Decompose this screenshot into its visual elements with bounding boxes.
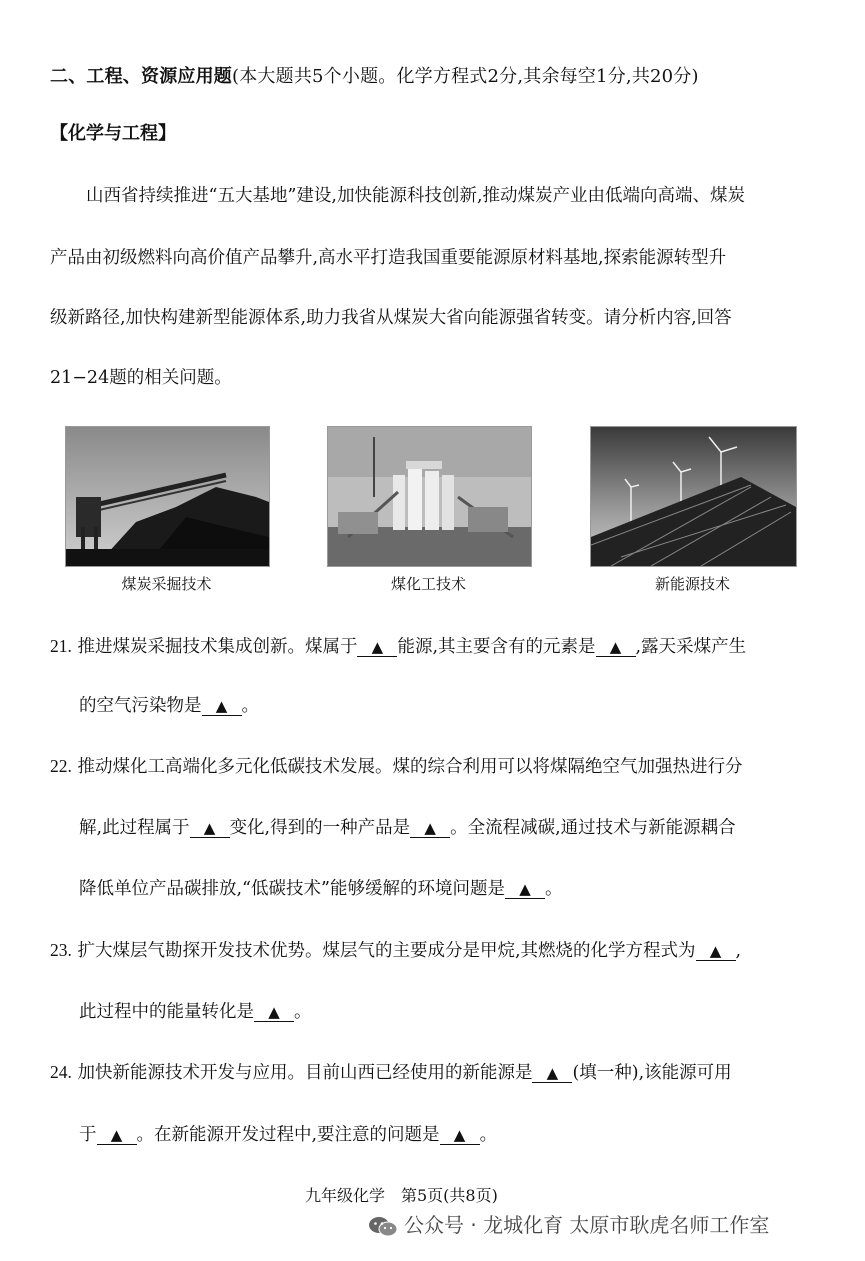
intro-line-1: 山西省持续推进“五大基地”建设,加快能源科技创新,推动煤炭产业由低端向高端、煤炭: [86, 186, 746, 206]
question-21-line-2: 的空气污染物是 ▲ 。: [79, 696, 259, 716]
page-footer: 九年级化学 第5页(共8页): [305, 1186, 498, 1205]
answer-blank[interactable]: ▲: [357, 638, 397, 657]
wechat-icon: [368, 1216, 398, 1238]
watermark-text: 公众号 · 龙城化育 太原市耿虎名师工作室: [404, 1213, 770, 1237]
answer-blank[interactable]: ▲: [440, 1126, 480, 1145]
answer-blank[interactable]: ▲: [596, 638, 636, 657]
question-22-line-2: 解,此过程属于 ▲ 变化,得到的一种产品是 ▲ 。全流程减碳,通过技术与新能源耦合: [79, 818, 736, 838]
intro-line-3: 级新路径,加快构建新型能源体系,助力我省从煤炭大省向能源强省转变。请分析内容,回答: [50, 308, 732, 328]
new-energy-caption: 新能源技术: [654, 575, 730, 593]
question-number: 21.: [50, 636, 72, 656]
question-23-line-1: 23. 扩大煤层气勘探开发技术优势。煤层气的主要成分是甲烷,其燃烧的化学方程式为 ▲ ,: [50, 940, 742, 961]
answer-blank[interactable]: ▲: [505, 880, 545, 899]
question-number: 23.: [50, 940, 72, 960]
coal-chemical-plant-photo: [327, 426, 532, 567]
intro-line-4: 21−24题的相关问题。: [50, 368, 232, 388]
watermark: [368, 1209, 769, 1238]
answer-blank[interactable]: ▲: [254, 1003, 294, 1022]
question-22-line-3: 降低单位产品碳排放,“低碳技术”能够缓解的环境问题是 ▲ 。: [79, 879, 563, 899]
coal-mining-caption: 煤炭采掘技术: [121, 575, 212, 593]
new-energy-photo: [590, 426, 797, 567]
question-22-line-1: 22. 推动煤化工高端化多元化低碳技术发展。煤的综合利用可以将煤隔绝空气加强热进行分: [50, 756, 743, 777]
question-24-line-2: 于 ▲ 。在新能源开发过程中,要注意的问题是 ▲ 。: [79, 1125, 498, 1145]
question-24-line-1: 24. 加快新能源技术开发与应用。目前山西已经使用的新能源是 ▲ (填一种),该能源可用: [50, 1062, 732, 1083]
question-number: 22.: [50, 756, 72, 776]
question-number: 24.: [50, 1062, 72, 1082]
intro-line-2: 产品由初级燃料向高价值产品攀升,高水平打造我国重要能源原材料基地,探索能源转型升: [50, 248, 727, 268]
answer-blank[interactable]: ▲: [202, 697, 242, 716]
question-21-line-1: 21. 推进煤炭采掘技术集成创新。煤属于 ▲ 能源,其主要含有的元素是 ▲ ,露天采煤产生: [50, 636, 747, 657]
question-23-line-2: 此过程中的能量转化是 ▲ 。: [79, 1002, 312, 1022]
answer-blank[interactable]: ▲: [97, 1126, 137, 1145]
answer-blank[interactable]: ▲: [532, 1064, 572, 1083]
coal-chemical-caption: 煤化工技术: [390, 575, 466, 593]
section-title: 二、工程、资源应用题(本大题共5个小题。化学方程式2分,其余每空1分,共20分): [50, 66, 699, 87]
subsection-title: 【化学与工程】: [50, 123, 176, 144]
answer-blank[interactable]: ▲: [410, 819, 450, 838]
coal-mining-photo: [65, 426, 270, 567]
answer-blank[interactable]: ▲: [696, 942, 736, 961]
answer-blank[interactable]: ▲: [190, 819, 230, 838]
section-scoring-note: (本大题共5个小题。化学方程式2分,其余每空1分,共20分): [232, 66, 699, 87]
